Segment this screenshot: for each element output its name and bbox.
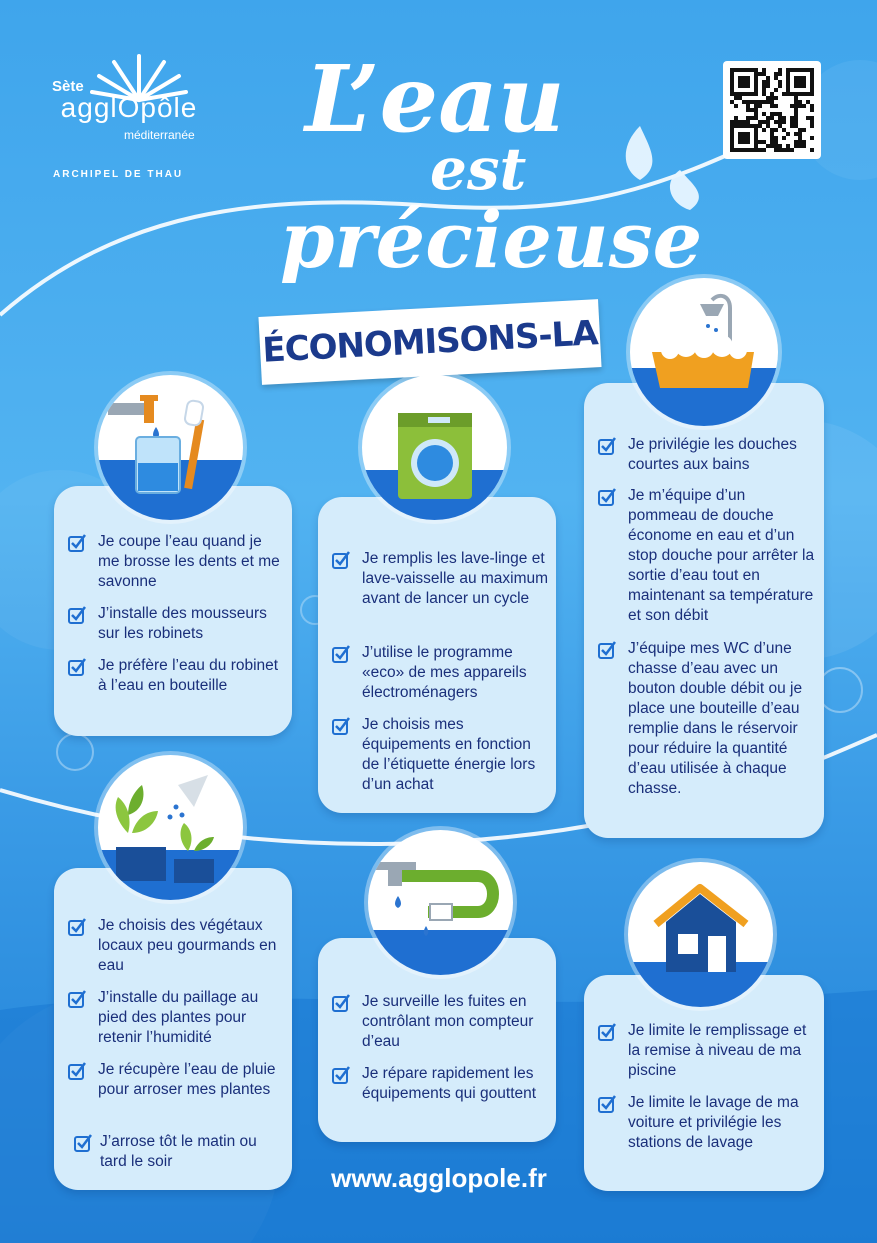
item-text: Je choisis mes équipements en fonction de l’étiquette énergie lors d’un achat: [362, 716, 536, 793]
tap-toothbrush-icon: [98, 375, 243, 520]
logo-line-agglopole: agglOpôle: [60, 92, 198, 123]
check-icon: [332, 994, 350, 1012]
card-garden: [54, 868, 292, 1190]
headline-line-3: précieuse: [280, 195, 703, 286]
check-icon: [332, 1066, 350, 1084]
logo-line-mediterranee: méditerranée: [124, 128, 195, 142]
card-washer: [318, 497, 556, 813]
pipe-leak-drawing: [368, 830, 513, 975]
house-icon: [628, 862, 773, 1007]
item-text: Je m’équipe d’un pommeau de douche économe en eau et d’un stop douche pour arrêter la sortie d’eau tout en maintenant sa température et son débit: [628, 487, 815, 624]
logo-line-sete: Sète: [52, 78, 84, 95]
check-icon: [332, 551, 350, 569]
item-text: Je coupe l’eau quand je me brosse les dents et me savonne: [98, 533, 280, 590]
check-icon: [68, 918, 86, 936]
washing-machine-drawing: [362, 375, 507, 520]
check-icon: [598, 488, 616, 506]
item-text: Je répare rapidement les équipements qui gouttent: [362, 1065, 537, 1102]
item-text: Je remplis les lave-linge et lave-vaisselle au maximum avant de lancer un cycle: [362, 550, 549, 607]
check-icon: [68, 1062, 86, 1080]
pipe-leak-icon: [368, 830, 513, 975]
check-icon: [74, 1134, 92, 1152]
check-icon: [332, 717, 350, 735]
logo-tagline: ARCHIPEL DE THAU: [53, 169, 184, 180]
item-text: Je préfère l’eau du robinet à l’eau en bouteille: [98, 657, 279, 694]
check-icon: [68, 990, 86, 1008]
card-shower: [584, 383, 824, 838]
bathtub-shower-icon: [630, 278, 778, 426]
card-pool: [584, 975, 824, 1191]
qr-code-icon[interactable]: [723, 61, 821, 159]
house-drawing: [628, 862, 773, 1007]
check-icon: [598, 437, 616, 455]
item-text: J’arrose tôt le matin ou tard le soir: [100, 1133, 257, 1170]
item-text: J’installe des mousseurs sur les robinets: [98, 605, 267, 642]
website-link[interactable]: www.agglopole.fr: [331, 1163, 547, 1193]
check-icon: [598, 1023, 616, 1041]
headline-line-1: L’eau: [305, 45, 565, 153]
card-tap: [54, 486, 292, 736]
item-text: J’équipe mes WC d’une chasse d’eau avec un bouton double débit ou je place une bouteille d’eau remplie dans le réservoir pour réduire la quantité d’eau utilisée à chaque chasse.: [628, 640, 803, 797]
check-icon: [68, 606, 86, 624]
item-text: Je surveille les fuites en contrôlant mon compteur d’eau: [362, 993, 534, 1050]
washing-machine-icon: [362, 375, 507, 520]
item-text: Je limite le lavage de ma voiture et privilégie les stations de lavage: [628, 1094, 799, 1151]
item-text: Je privilégie les douches courtes aux bains: [628, 436, 797, 473]
check-icon: [68, 658, 86, 676]
check-icon: [68, 534, 86, 552]
check-icon: [598, 1095, 616, 1113]
check-icon: [598, 641, 616, 659]
qr-code-pattern: [723, 61, 821, 159]
plants-watering-icon: [98, 755, 243, 900]
item-text: Je choisis des végétaux locaux peu gourmands en eau: [98, 917, 277, 974]
headline-line-2: est: [430, 135, 527, 203]
tap-toothbrush-drawing: [98, 375, 243, 520]
item-text: Je récupère l’eau de pluie pour arroser mes plantes: [98, 1061, 276, 1098]
slogan-text: ÉCONOMISONS-LA: [261, 313, 599, 371]
plants-watering-drawing: [98, 755, 243, 900]
item-text: J’utilise le programme «eco» de mes appareils électroménagers: [362, 644, 527, 701]
check-icon: [332, 645, 350, 663]
item-text: J’installe du paillage au pied des plantes pour retenir l’humidité: [98, 989, 259, 1046]
bathtub-shower-drawing: [630, 278, 778, 426]
agglopole-logo: [44, 52, 234, 182]
item-text: Je limite le remplissage et la remise à niveau de ma piscine: [628, 1022, 807, 1079]
